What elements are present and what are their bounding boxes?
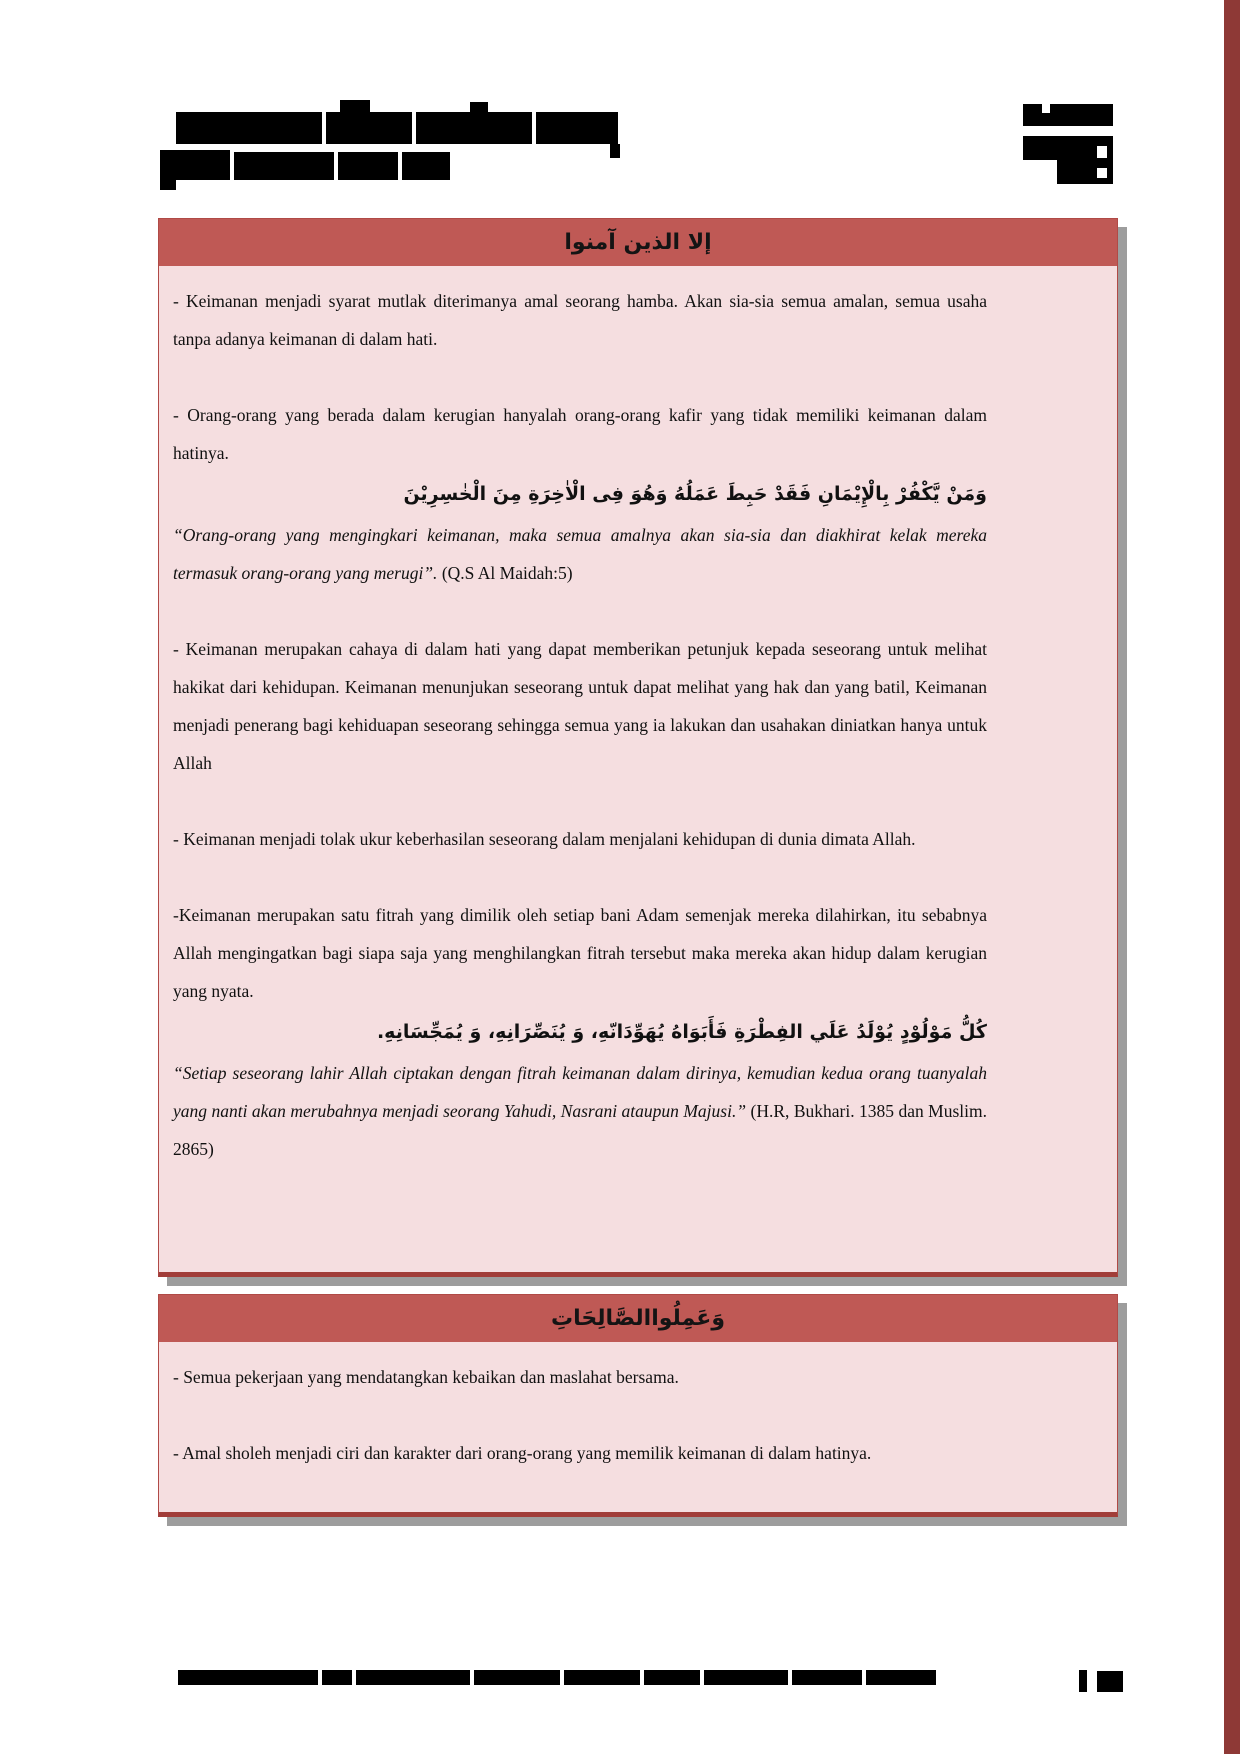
verse-citation: (Q.S Al Maidah:5) — [437, 563, 573, 583]
section-iman-box — [158, 218, 1118, 1277]
redacted-footer-bar — [792, 1670, 862, 1685]
redacted-footer-bar — [474, 1670, 560, 1685]
hadith-translation — [173, 1054, 987, 1168]
redacted-footer-bar — [866, 1670, 936, 1685]
redacted-text-bar — [160, 150, 230, 180]
paragraph-keimanan-syarat: - Keimanan menjadi syarat mutlak diterimanya amal seorang hamba. Akan sia-sia semua amalan, semua usaha tanpa adanya keimanan di dalam hati. — [173, 291, 987, 349]
quran-verse-translation — [173, 516, 987, 592]
translation-italic: “Setiap seseorang lahir Allah ciptakan dengan fitrah keimanan dalam dirinya, kemudian kedua orang tuanyalah yang nanti akan merubahnya menjadi seorang Yahudi, Nasrani ataupun Majusi.” — [173, 1063, 987, 1121]
paragraph-tolak-ukur: - Keimanan menjadi tolak ukur keberhasilan seseorang dalam menjalani kehidupan di dunia dimata Allah. — [173, 829, 916, 849]
redacted-text-bar — [338, 152, 398, 180]
redacted-text-bar — [326, 112, 412, 144]
paragraph-keimanan-cahaya: - Keimanan merupakan cahaya di dalam hati yang dapat memberikan petunjuk kepada seseorang untuk melihat hakikat dari kehidupan. Keimanan menunjukan seseorang untuk dapat melihat yang hak dan yang batil, Keimanan menjadi penerang bagi kehiduapan seseorang sehingga semua yang ia lakukan dan usahakan diniatkan hanya untuk Allah — [173, 639, 987, 773]
redacted-text-bar — [176, 112, 322, 144]
redacted-footer-bar — [704, 1670, 788, 1685]
logo-notch — [1097, 146, 1107, 158]
section-header-arabic: إلا الذين آمنوا — [159, 219, 1117, 266]
redacted-text-bar — [340, 100, 370, 112]
redacted-text-bar — [416, 112, 532, 144]
redacted-text-bar — [160, 180, 176, 190]
redacted-text-bar — [234, 152, 334, 180]
redacted-text-bar — [470, 102, 488, 112]
redacted-footer-bar — [644, 1670, 700, 1685]
redacted-logo-block — [1023, 104, 1113, 126]
page-content — [158, 218, 1118, 1517]
redacted-footer-bar — [178, 1670, 318, 1685]
paragraph-fitrah: -Keimanan merupakan satu fitrah yang dimilik oleh setiap bani Adam semenjak mereka dilahirkan, itu sebabnya Allah mengingatkan bagi siapa saja yang menghilangkan fitrah tersebut maka mereka akan hidup dalam kerugian yang nyata. — [173, 905, 987, 1001]
paragraph-amal-sholeh-ciri: - Amal sholeh menjadi ciri dan karakter dari orang-orang yang memilik keimanan di dalam hatinya. — [173, 1443, 872, 1463]
paragraph-semua-pekerjaan: - Semua pekerjaan yang mendatangkan kebaikan dan maslahat bersama. — [173, 1367, 679, 1387]
redacted-footer-bar — [356, 1670, 470, 1685]
hadith-arabic: كُلُّ مَوْلُوْدٍ يُوْلَدُ عَلَي الفِطْرَةِ فَأَبَوَاهُ يُهَوِّدَانّهِ، وَ يُنَصِّرَانِهِ، وَ يُمَجِّسَانِهِ. — [376, 1021, 987, 1043]
redacted-footer-bar — [564, 1670, 640, 1685]
translation-italic: “Orang-orang yang mengingkari keimanan, maka semua amalnya akan sia-sia dan diakhirat kelak mereka termasuk orang-orang yang merugi”. — [173, 525, 987, 583]
section-header-arabic: وَعَمِلُواالصَّالِحَاتِ — [159, 1295, 1117, 1342]
footer-divider-tick — [1079, 1670, 1087, 1692]
quran-verse-arabic: وَمَنْ يَّكْفُرْ بِالْإِيْمَانِ فَقَدْ حَبِطَ عَمَلُهُ وَهُوَ فِى الْاٰخِرَةِ مِنَ الْخٰسِرِيْنَ — [403, 483, 987, 505]
section-amal-sholeh-box — [158, 1294, 1118, 1517]
logo-notch — [1042, 104, 1050, 113]
page-edge-stripe — [1224, 0, 1240, 1754]
redacted-text-bar — [610, 144, 620, 158]
redacted-page-number — [1097, 1671, 1123, 1692]
section-body — [159, 1342, 1117, 1512]
paragraph-orang-kerugian: - Orang-orang yang berada dalam kerugian hanyalah orang-orang kafir yang tidak memiliki keimanan dalam hatinya. — [173, 405, 987, 463]
section-body — [159, 266, 1117, 1272]
redacted-text-bar — [402, 152, 450, 180]
logo-notch — [1097, 168, 1107, 178]
hadith-citation: (H.R, Bukhari. 1385 dan Muslim. 2865) — [173, 1101, 987, 1159]
redacted-footer-bar — [322, 1670, 352, 1685]
redacted-text-bar — [536, 112, 618, 144]
